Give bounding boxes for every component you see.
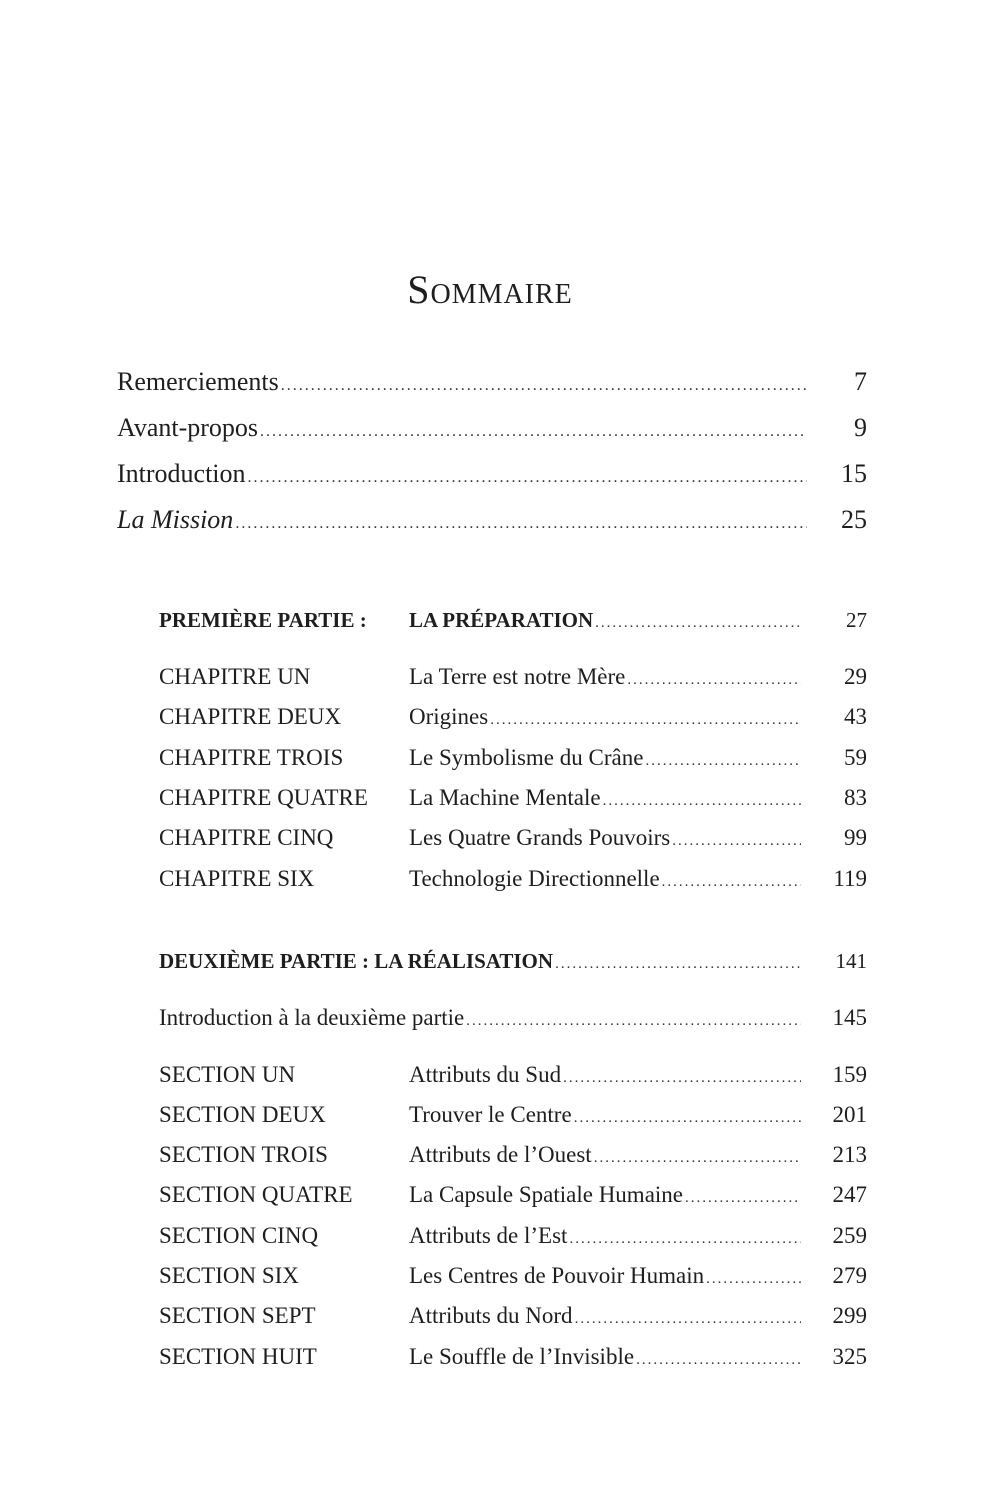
chapter-label: CHAPITRE CINQ xyxy=(159,825,334,850)
toc-part-1[interactable] xyxy=(159,602,867,641)
toc-chapter[interactable] xyxy=(159,780,867,819)
leader-dots xyxy=(574,1100,801,1136)
toc-entry-page: 325 xyxy=(832,1344,867,1369)
chapter-label: CHAPITRE SIX xyxy=(159,866,315,891)
section-title: Attributs du Nord xyxy=(409,1303,573,1328)
section-label: SECTION UN xyxy=(159,1062,296,1087)
chapter-title: Les Quatre Grands Pouvoirs xyxy=(409,825,671,850)
toc-chapter[interactable] xyxy=(159,861,867,900)
toc-entry-page: 201 xyxy=(832,1102,867,1127)
toc-entry-page: 259 xyxy=(832,1223,867,1248)
section-title: Les Centres de Pouvoir Humain xyxy=(409,1263,705,1288)
section-title: Attributs de l’Est xyxy=(409,1223,568,1248)
section-title: Attributs de l’Ouest xyxy=(409,1142,592,1167)
chapter-title: Origines xyxy=(409,704,489,729)
toc-entry-page: 59 xyxy=(844,745,867,770)
section-label: SECTION HUIT xyxy=(159,1344,317,1369)
chapter-label: CHAPITRE QUATRE xyxy=(159,785,368,810)
leader-dots xyxy=(235,504,807,544)
leader-dots xyxy=(595,605,801,641)
chapter-label: CHAPITRE TROIS xyxy=(159,745,344,770)
toc-entry-label: La Mission xyxy=(117,505,234,534)
toc-entry-page: 43 xyxy=(844,704,867,729)
chapter-title: La Terre est notre Mère xyxy=(409,664,626,689)
section-label: SECTION QUATRE xyxy=(159,1182,353,1207)
leader-dots xyxy=(575,1301,801,1337)
leader-dots xyxy=(281,366,807,406)
leader-dots xyxy=(563,1060,801,1096)
toc-chapter[interactable] xyxy=(159,820,867,859)
toc-entry-label: Avant-propos xyxy=(117,413,259,442)
toc-entry-page: 83 xyxy=(844,785,867,810)
toc-entry-label: Introduction à la deuxième partie xyxy=(159,1005,465,1030)
toc-entry-page: 25 xyxy=(841,505,867,534)
toc-section[interactable] xyxy=(159,1097,867,1136)
section-title: Le Souffle de l’Invisible xyxy=(409,1344,635,1369)
toc-entry-page: 247 xyxy=(832,1182,867,1207)
section-label: SECTION SEPT xyxy=(159,1303,316,1328)
toc-entry-page: 99 xyxy=(844,825,867,850)
leader-dots xyxy=(672,823,801,859)
toc-entry-page: 145 xyxy=(832,1005,867,1030)
section-title: Attributs du Sud xyxy=(409,1062,562,1087)
leader-dots xyxy=(627,662,801,698)
toc-section[interactable] xyxy=(159,1218,867,1257)
section-label: SECTION TROIS xyxy=(159,1142,328,1167)
chapter-title: Le Symbolisme du Crâne xyxy=(409,745,644,770)
leader-dots xyxy=(685,1180,801,1216)
toc-section[interactable] xyxy=(159,1298,867,1337)
toc-entry-page: 279 xyxy=(832,1263,867,1288)
leader-dots xyxy=(555,946,801,982)
chapter-label: CHAPITRE UN xyxy=(159,664,311,689)
part-label: DEUXIÈME PARTIE : LA RÉALISATION xyxy=(159,949,554,973)
toc-part-2[interactable] xyxy=(159,943,867,982)
toc-entry-introduction[interactable] xyxy=(117,454,867,498)
chapter-title: La Machine Mentale xyxy=(409,785,601,810)
leader-dots xyxy=(645,743,801,779)
toc-entry-la-mission[interactable] xyxy=(117,500,867,544)
leader-dots xyxy=(248,458,807,498)
leader-dots xyxy=(706,1261,801,1297)
section-label: SECTION SIX xyxy=(159,1263,299,1288)
toc-entry-page: 119 xyxy=(833,866,867,891)
toc-entry-label: Introduction xyxy=(117,459,246,488)
leader-dots xyxy=(569,1221,801,1257)
part-title: LA PRÉPARATION xyxy=(409,608,594,632)
toc-chapter[interactable] xyxy=(159,740,867,779)
toc-part-2-intro[interactable] xyxy=(159,1000,867,1039)
toc-section[interactable] xyxy=(159,1339,867,1378)
toc-entry-page: 213 xyxy=(832,1142,867,1167)
section-label: SECTION CINQ xyxy=(159,1223,319,1248)
toc-section[interactable] xyxy=(159,1057,867,1096)
toc-chapter[interactable] xyxy=(159,699,867,738)
leader-dots xyxy=(466,1003,801,1039)
toc-entry-page: 159 xyxy=(832,1062,867,1087)
toc-section[interactable] xyxy=(159,1137,867,1176)
section-title: La Capsule Spatiale Humaine xyxy=(409,1182,684,1207)
toc-section[interactable] xyxy=(159,1177,867,1216)
leader-dots xyxy=(490,702,801,738)
part-label: PREMIÈRE PARTIE : xyxy=(159,608,367,632)
leader-dots xyxy=(594,1140,801,1176)
toc-entry-page: 27 xyxy=(846,608,867,632)
toc-entry-label: Remerciements xyxy=(117,367,279,396)
leader-dots xyxy=(603,783,801,819)
chapter-label: CHAPITRE DEUX xyxy=(159,704,342,729)
toc-entry-page: 15 xyxy=(841,459,867,488)
leader-dots xyxy=(662,864,801,900)
toc-entry-page: 141 xyxy=(835,949,867,973)
toc-chapter[interactable] xyxy=(159,659,867,698)
section-title: Trouver le Centre xyxy=(409,1102,572,1127)
chapter-title: Technologie Directionnelle xyxy=(409,866,660,891)
leader-dots xyxy=(260,412,807,452)
toc-entry-remerciements[interactable] xyxy=(117,362,867,406)
toc-entry-avant-propos[interactable] xyxy=(117,408,867,452)
toc-entry-page: 299 xyxy=(832,1303,867,1328)
page-title: Sommaire xyxy=(407,267,573,312)
toc-section[interactable] xyxy=(159,1258,867,1297)
toc-entry-page: 9 xyxy=(854,413,867,442)
toc-entry-page: 29 xyxy=(844,664,867,689)
toc-entry-page: 7 xyxy=(854,367,867,396)
leader-dots xyxy=(636,1342,801,1378)
section-label: SECTION DEUX xyxy=(159,1102,326,1127)
